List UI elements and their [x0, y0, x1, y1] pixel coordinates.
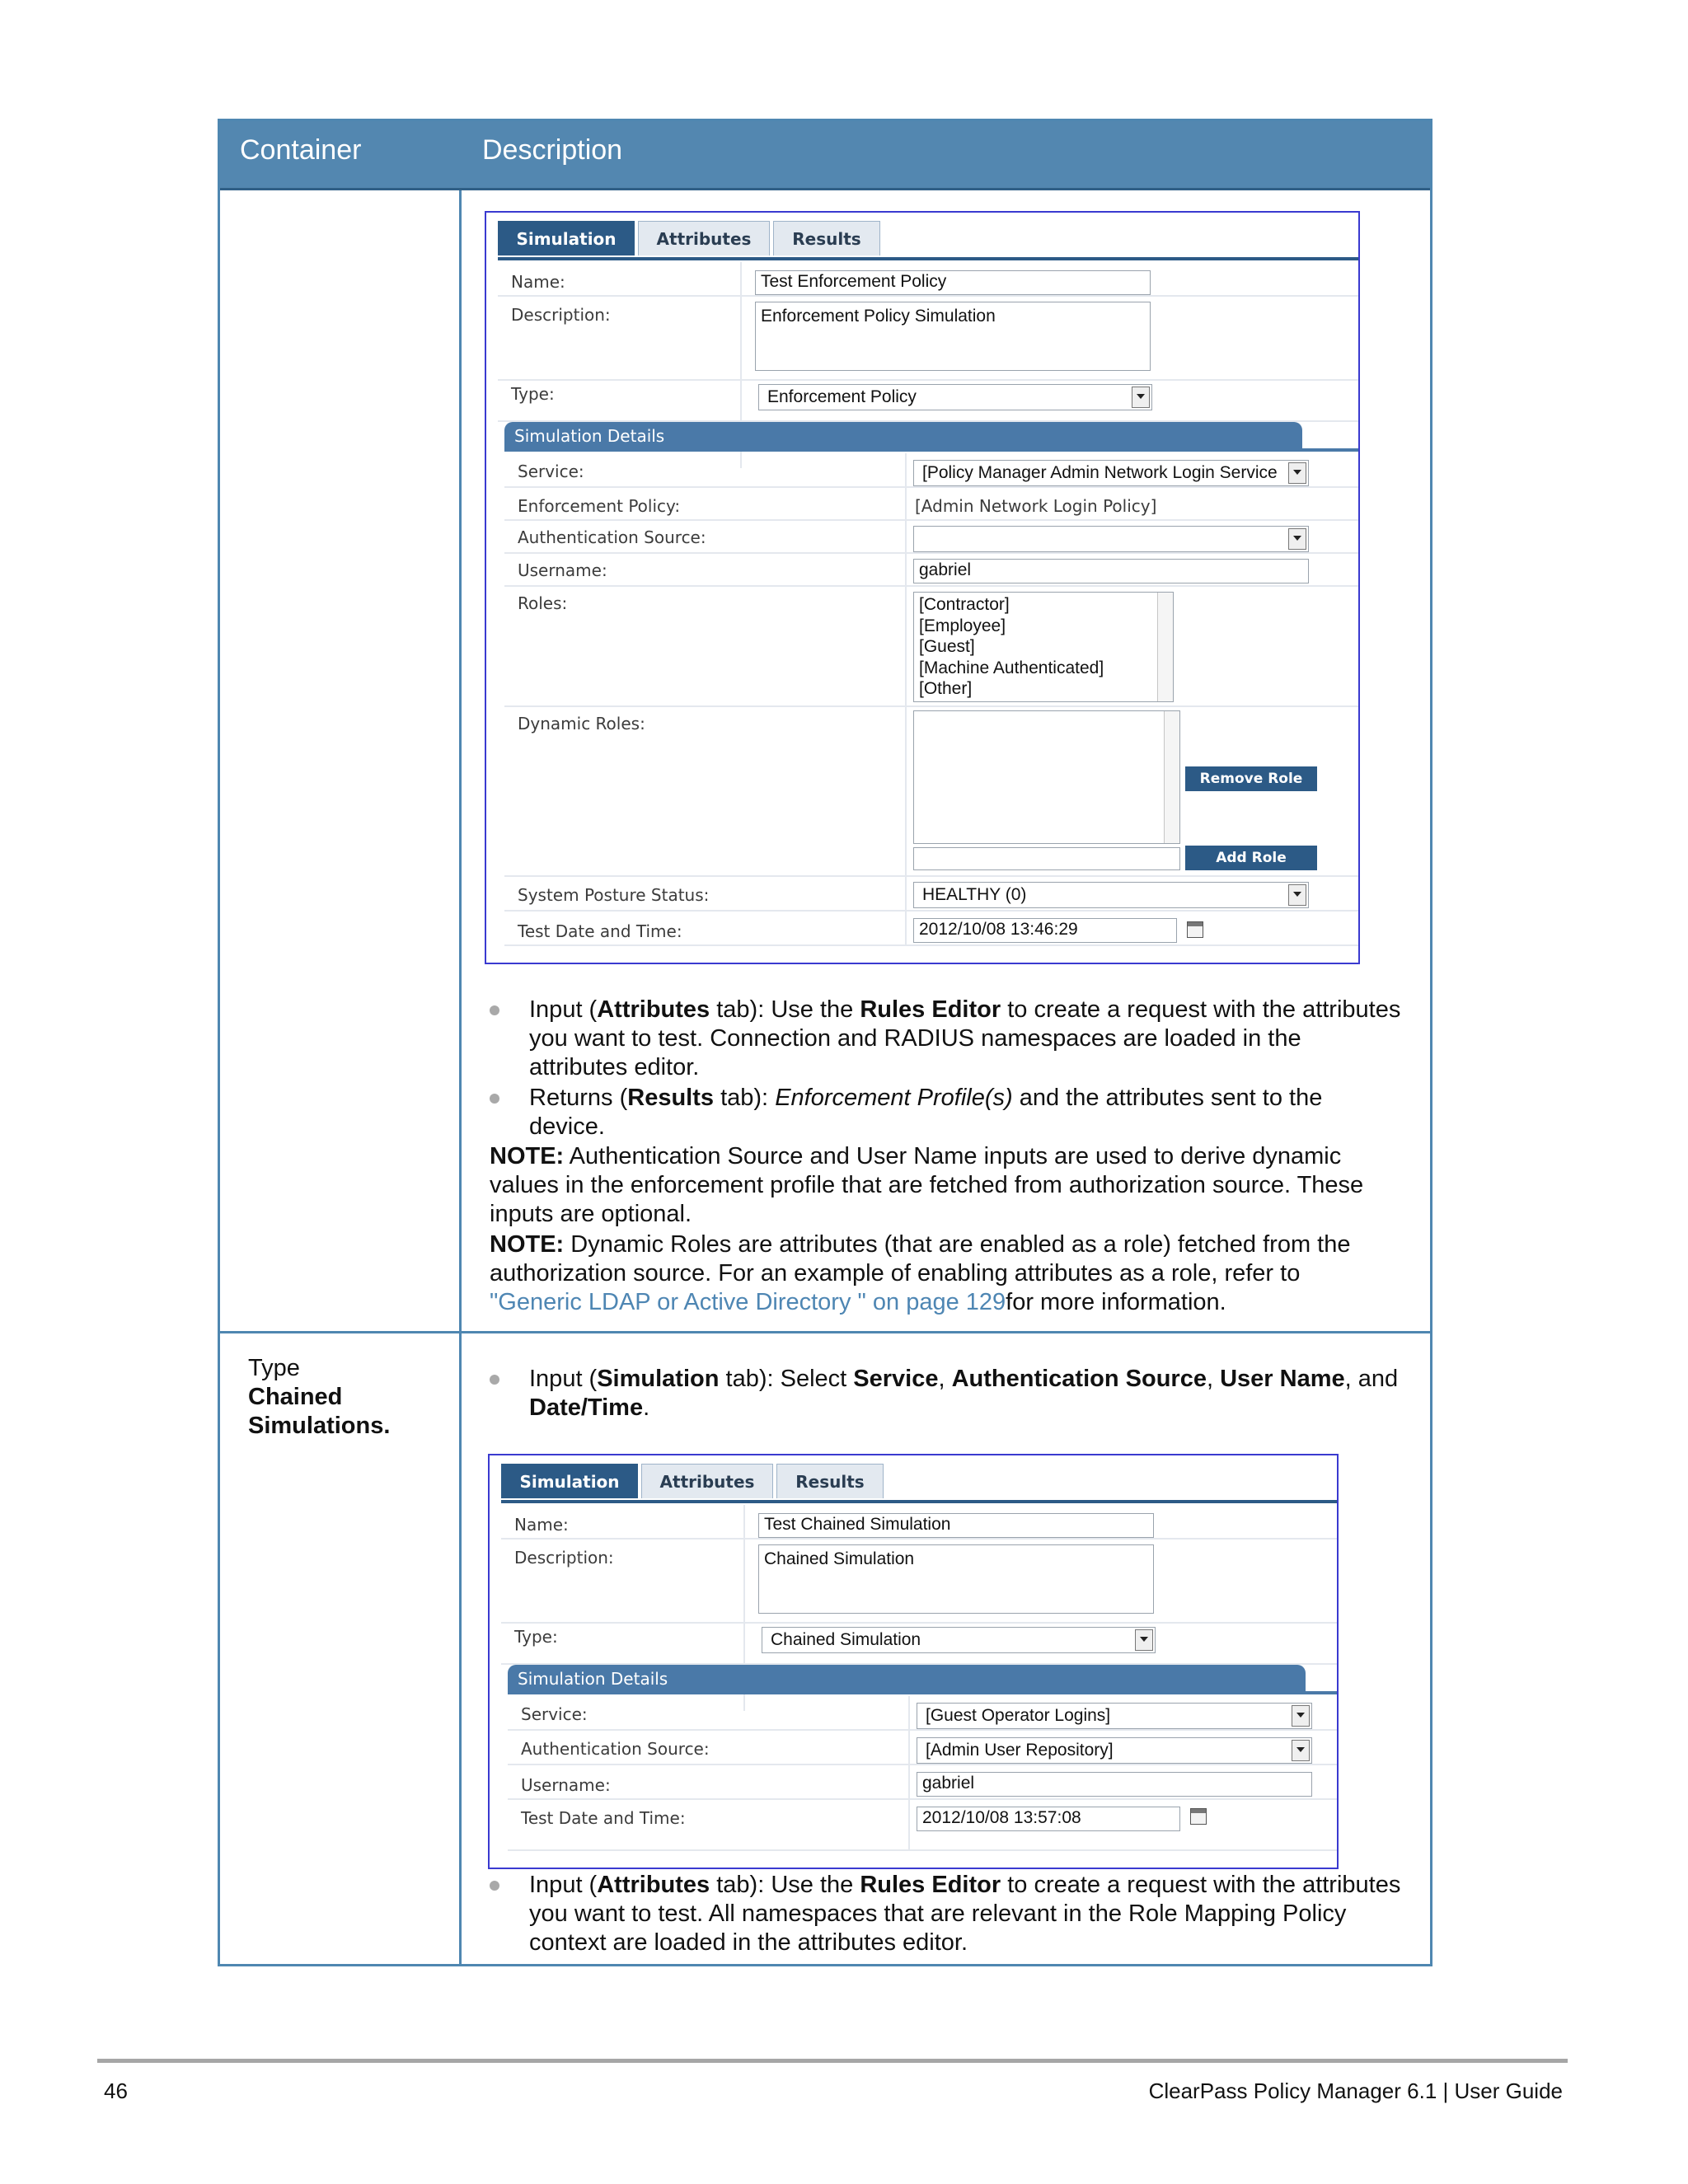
simulation-tabs — [498, 219, 1358, 260]
footer-title: ClearPass Policy Manager 6.1 | User Guide — [1148, 2079, 1563, 2103]
dynamic-role-input[interactable] — [913, 847, 1180, 870]
bullet-attributes-input: Input (Attributes tab): Use the Rules Editor to create a request with the attributes you want to test. Connection and RADIUS namespaces are loaded in the attributes editor. — [529, 996, 1436, 1082]
service-select[interactable] — [913, 460, 1309, 486]
service-select-value: [Policy Manager Admin Network Login Service — [922, 463, 1278, 482]
simulation-details-header: Simulation Details — [508, 1665, 1306, 1691]
bullet-icon — [490, 1375, 499, 1385]
table-header — [220, 121, 1430, 190]
test-date-input[interactable]: 2012/10/08 13:57:08 — [917, 1807, 1180, 1831]
service-label: Service: — [518, 462, 584, 481]
username-input[interactable]: gabriel — [913, 559, 1309, 583]
name-input[interactable]: Test Chained Simulation — [758, 1513, 1154, 1538]
chevron-down-icon — [1135, 1629, 1153, 1651]
type-select[interactable] — [762, 1627, 1156, 1653]
list-item[interactable]: [Contractor] — [919, 595, 1010, 614]
header-container: Container — [240, 134, 362, 166]
row2-container-cell — [248, 1354, 390, 1441]
name-input[interactable]: Test Enforcement Policy — [755, 270, 1151, 295]
posture-status-select[interactable] — [913, 882, 1309, 908]
auth-source-label: Authentication Source: — [521, 1739, 710, 1759]
tab-results[interactable]: Results — [773, 221, 880, 255]
footer-rule — [97, 2059, 1568, 2063]
chained-simulation-screenshot — [488, 1454, 1339, 1869]
simulation-details-header: Simulation Details — [504, 422, 1302, 448]
enforcement-policy-value: [Admin Network Login Policy] — [915, 496, 1157, 516]
roles-scrollbar[interactable] — [1157, 593, 1173, 701]
type-select-value: Chained Simulation — [771, 1630, 921, 1649]
name-label: Name: — [514, 1515, 569, 1535]
calendar-icon[interactable] — [1187, 921, 1203, 938]
dynamic-roles-scrollbar[interactable] — [1164, 711, 1179, 843]
column-divider — [459, 190, 462, 1964]
type-label: Type: — [511, 384, 555, 404]
test-date-input[interactable]: 2012/10/08 13:46:29 — [913, 918, 1177, 943]
list-item[interactable]: [Other] — [919, 679, 973, 699]
enforcement-policy-label: Enforcement Policy: — [518, 496, 681, 516]
posture-status-value: HEALTHY (0) — [922, 885, 1027, 904]
posture-status-label: System Posture Status: — [518, 885, 710, 905]
list-item[interactable]: [Employee] — [919, 616, 1006, 635]
calendar-icon[interactable] — [1190, 1808, 1207, 1825]
tab-simulation[interactable]: Simulation — [498, 221, 635, 255]
test-date-label: Test Date and Time: — [518, 921, 682, 941]
note-dynamic-roles: NOTE: Dynamic Roles are attributes (that are enabled as a role) fetched from the authorization source. For an example of enabling attributes as a role, refer to "Generic LDAP or Active Directory " on page 129for more information. — [490, 1231, 1351, 1315]
chevron-down-icon — [1288, 528, 1306, 550]
add-role-button[interactable]: Add Role — [1185, 846, 1317, 870]
test-date-label: Test Date and Time: — [521, 1808, 686, 1828]
username-input[interactable]: gabriel — [917, 1772, 1312, 1797]
page-number: 46 — [104, 2079, 128, 2103]
bullet-icon — [490, 1881, 499, 1891]
chevron-down-icon — [1288, 462, 1306, 484]
dynamic-roles-listbox[interactable] — [913, 710, 1180, 844]
generic-ldap-link[interactable]: "Generic LDAP or Active Directory " on page 129 — [490, 1289, 1006, 1315]
list-item[interactable]: [Machine Authenticated] — [919, 658, 1104, 677]
service-select[interactable] — [917, 1703, 1312, 1729]
bullet-icon — [490, 1094, 499, 1104]
dynamic-roles-label: Dynamic Roles: — [518, 714, 645, 733]
auth-source-select[interactable] — [917, 1737, 1312, 1764]
bullet-results-returns: Returns (Results tab): Enforcement Profile(s) and the attributes sent to the device. — [529, 1084, 1436, 1141]
description-label: Description: — [511, 305, 611, 325]
chevron-down-icon — [1292, 1740, 1310, 1761]
tab-attributes[interactable]: Attributes — [641, 1464, 773, 1498]
chevron-down-icon — [1292, 1705, 1310, 1727]
auth-source-select[interactable] — [913, 526, 1309, 552]
note-authentication-source: NOTE: Authentication Source and User Name inputs are used to derive dynamic values in the enforcement profile that are fetched from authorization source. These inputs are optional. — [490, 1143, 1364, 1227]
roles-label: Roles: — [518, 593, 568, 613]
enforcement-simulation-screenshot — [485, 211, 1360, 964]
description-label: Description: — [514, 1548, 614, 1568]
chevron-down-icon — [1288, 884, 1306, 906]
type-select[interactable] — [758, 384, 1152, 410]
name-label: Name: — [511, 272, 565, 292]
service-select-value: [Guest Operator Logins] — [926, 1706, 1111, 1725]
username-label: Username: — [521, 1775, 611, 1795]
tab-simulation[interactable]: Simulation — [501, 1464, 638, 1498]
tab-attributes[interactable]: Attributes — [638, 221, 770, 255]
username-label: Username: — [518, 560, 607, 580]
auth-source-label: Authentication Source: — [518, 527, 706, 547]
simulation-tabs — [501, 1462, 1337, 1503]
bullet-attributes-chained: Input (Attributes tab): Use the Rules Editor to create a request with the attributes you want to test. All namespaces that are relevant in the Role Mapping Policy context are loaded in the attributes editor. — [529, 1871, 1436, 1957]
auth-source-select-value: [Admin User Repository] — [926, 1741, 1114, 1760]
type-label: Type: — [514, 1627, 558, 1647]
row2-simulations-label: Simulations. — [248, 1413, 391, 1439]
bullet-icon — [490, 1005, 499, 1015]
description-textarea[interactable]: Chained Simulation — [758, 1544, 1154, 1614]
row2-chained-label: Chained — [248, 1384, 343, 1410]
remove-role-button[interactable]: Remove Role — [1185, 766, 1317, 791]
header-description: Description — [482, 134, 623, 166]
row2-type-label: Type — [248, 1355, 300, 1381]
bullet-simulation-input: Input (Simulation tab): Select Service, Authentication Source, User Name, and Date/Time. — [529, 1365, 1436, 1422]
tab-results[interactable]: Results — [776, 1464, 884, 1498]
service-label: Service: — [521, 1704, 588, 1724]
type-select-value: Enforcement Policy — [767, 387, 917, 406]
description-textarea[interactable]: Enforcement Policy Simulation — [755, 302, 1151, 371]
roles-listbox[interactable] — [913, 592, 1174, 702]
row-divider — [220, 1331, 1430, 1333]
chevron-down-icon — [1132, 387, 1150, 408]
list-item[interactable]: [Guest] — [919, 637, 975, 657]
